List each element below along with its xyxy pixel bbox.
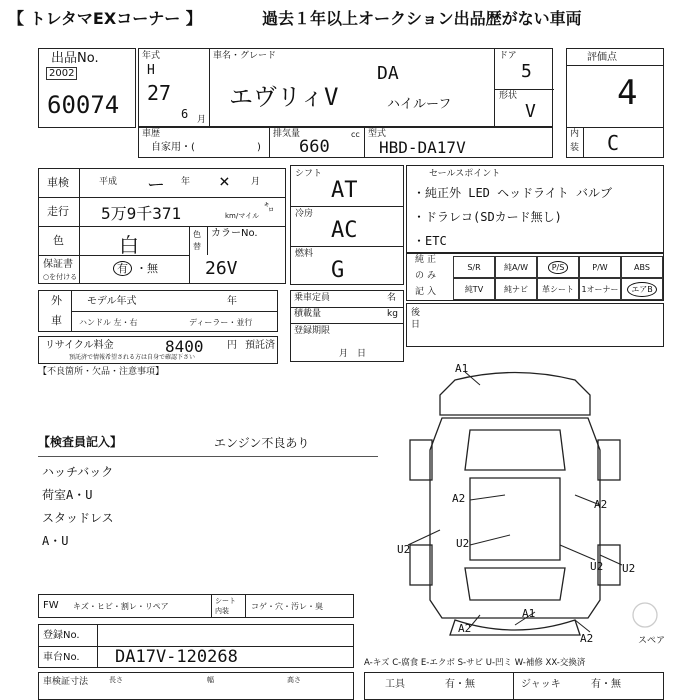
options-label-2: 正 <box>427 255 437 265</box>
option-cell <box>621 256 663 278</box>
inspection-year-unit: 年 <box>181 177 191 187</box>
options-label-5: 記 <box>415 287 425 297</box>
warranty-sep: ・ <box>136 262 147 275</box>
color-change-1: 色 <box>193 230 201 239</box>
banner-text: 過去１年以上オークション出品歴がない車両 <box>262 9 582 28</box>
model-label: 型式 <box>368 129 387 139</box>
grade: ハイルーフ <box>387 97 452 112</box>
year-value: 27 <box>147 81 172 105</box>
option-label: エアB <box>627 282 657 297</box>
defects-label: 【不良箇所・欠品・注意事項】 <box>38 367 165 377</box>
option-cell <box>453 256 495 278</box>
reg-no-label: 登録No. <box>43 630 80 641</box>
seat-text: コゲ・穴・汚レ・臭 <box>251 602 323 611</box>
car-body-outline <box>430 418 600 618</box>
name-label: 車名・グレード <box>213 51 277 61</box>
option-cell <box>495 278 537 300</box>
body-label: 形状 <box>499 91 518 101</box>
use-close: ) <box>257 142 261 153</box>
option-label: 1オーナー <box>581 284 619 294</box>
capacity-unit: 名 <box>387 293 397 303</box>
defect-note-4: A・U <box>42 534 69 548</box>
size-length: 長さ <box>109 676 123 684</box>
tools-row <box>364 672 664 700</box>
doors-value: 5 <box>521 61 532 82</box>
color-label: 色 <box>53 234 64 247</box>
cc-unit: cc <box>351 130 360 139</box>
capacity-label: 乗車定員 <box>294 293 331 303</box>
rear-label-2: 日 <box>411 320 421 330</box>
inspection-era: 平成 <box>99 177 118 187</box>
size-width: 幅 <box>207 676 214 684</box>
inspection-label: 車検 <box>47 176 69 189</box>
defect-note-2: 荷室A・U <box>42 488 93 502</box>
car-rear-glass <box>465 568 565 600</box>
option-cell <box>579 278 621 300</box>
car-front-outline <box>440 373 590 416</box>
inspection-year-mark: ー <box>147 175 165 196</box>
score-label: 評価点 <box>587 52 617 63</box>
options-label-1: 純 <box>415 255 425 265</box>
warranty-yes: 有 <box>113 261 132 276</box>
sales-line-2: ・ドラレコ(SDカード無し) <box>413 210 562 224</box>
shift-value: AT <box>331 178 358 203</box>
lot-number: 60074 <box>47 91 120 119</box>
color-change-2: 替 <box>193 242 201 251</box>
foreign-box <box>38 290 278 332</box>
rear-box <box>406 303 664 347</box>
damage-mark-5: U2 <box>456 537 470 550</box>
fw-text: キズ・ヒビ・割レ・リペア <box>73 602 169 611</box>
option-cell <box>537 256 579 278</box>
use-value: 自家用・( <box>151 142 195 153</box>
dealer: ディーラー・並行 <box>189 318 253 327</box>
drive-table <box>290 165 404 285</box>
corner-label: 【 トレタマEXコーナー 】 <box>8 9 202 28</box>
damage-mark-2: A2 <box>452 492 466 505</box>
year-label: 年式 <box>142 51 161 61</box>
mileage-unit: ㌔ <box>264 203 274 214</box>
model-year-label: モデル年式 <box>87 296 137 307</box>
damage-mark-7: U2 <box>622 562 636 575</box>
capacity-box <box>290 290 404 362</box>
recycle-value: 8400 <box>165 337 204 356</box>
use-label: 車歴 <box>142 129 161 139</box>
foreign-year-unit: 年 <box>227 296 237 307</box>
car-wheel-fl <box>410 440 432 480</box>
option-cell <box>579 256 621 278</box>
cc-value: 660 <box>299 137 330 157</box>
damage-legend: A-キズ C-腐食 E-エクボ S-サビ U-凹ミ W-補修 XX-交換済 <box>364 658 586 668</box>
inspector-note: エンジン不良あり <box>214 436 310 450</box>
mileage-value: 5万9千371 <box>101 204 182 223</box>
damage-mark-4: U2 <box>397 543 411 556</box>
score-box <box>566 48 664 158</box>
damage-mark-9: A2 <box>458 622 472 635</box>
ac-value: AC <box>331 218 358 243</box>
jack-label: ジャッキ <box>521 679 561 690</box>
car-wheel-fr <box>598 440 620 480</box>
spare-tire-icon <box>633 603 657 627</box>
damage-mark-3: A2 <box>594 498 608 511</box>
car-wheel-rl <box>410 545 432 585</box>
option-cell <box>537 278 579 300</box>
option-label: ABS <box>634 262 650 272</box>
options-label-6: 入 <box>427 287 437 297</box>
option-label: 純A/W <box>503 262 529 272</box>
spec-row <box>138 126 553 158</box>
tools-value: 有・無 <box>445 679 475 690</box>
lot-label: 出品No. <box>51 51 99 66</box>
recycle-unit: 円 <box>227 340 237 351</box>
body-value: V <box>525 101 536 122</box>
size-row <box>38 672 354 700</box>
size-height: 高さ <box>287 676 301 684</box>
damage-mark-6: U2 <box>590 560 604 573</box>
handle: ハンドル 左・右 <box>79 318 138 327</box>
recycle-note: 預託済で情報希望される方は自身で確認下さい <box>69 354 196 361</box>
recycle-status: 預託済 <box>245 340 275 351</box>
option-cell <box>453 278 495 300</box>
option-label: P/S <box>548 261 569 274</box>
interior-label-2: 装 <box>570 143 580 153</box>
damage-mark-10: A2 <box>580 632 594 645</box>
color-code-label: カラーNo. <box>211 228 258 239</box>
year-era: H <box>147 63 155 78</box>
fuel-value: G <box>331 258 345 283</box>
warranty-sub: ○を付ける <box>43 273 78 281</box>
tools-label: 工具 <box>385 679 405 690</box>
car-roof <box>470 478 560 560</box>
month-unit: 月 <box>197 115 207 125</box>
chassis-label: 車台No. <box>43 652 80 663</box>
option-label: S/R <box>467 262 481 272</box>
fw-row <box>38 594 354 618</box>
options-label-3: の <box>415 271 425 281</box>
option-label: 革シート <box>542 284 574 294</box>
year-month: 6 <box>181 107 189 121</box>
fuel-label: 燃料 <box>295 249 314 259</box>
lot-box <box>38 48 136 128</box>
warranty-label: 保証書 <box>43 259 73 270</box>
rear-label-1: 後 <box>411 308 421 318</box>
color-code: 26V <box>205 258 238 279</box>
recycle-box <box>38 336 278 364</box>
foreign-label-2: 車 <box>51 314 62 327</box>
sales-label: セールスポイント <box>429 169 501 179</box>
sales-points <box>406 165 664 253</box>
sales-line-3: ・ETC <box>413 234 447 248</box>
jack-value: 有・無 <box>591 679 621 690</box>
option-cell <box>621 278 663 300</box>
reg-limit-unit: 月 日 <box>339 349 367 359</box>
size-label: 車検証寸法 <box>43 677 89 687</box>
seat-label: シート <box>215 597 236 605</box>
warranty-no: 無 <box>147 262 158 275</box>
vehicle-name: エヴリィV <box>229 83 339 111</box>
option-cell <box>495 256 537 278</box>
grade-code: DA <box>377 63 399 84</box>
reg-limit-label: 登録期限 <box>294 326 331 336</box>
color-value: 白 <box>119 233 139 257</box>
cc-label: 排気量 <box>273 129 301 139</box>
detail-table <box>38 168 286 284</box>
car-windshield <box>465 430 565 470</box>
mileage-note: km/マイル <box>225 212 260 220</box>
foreign-label-1: 外 <box>51 294 62 307</box>
score-value: 4 <box>617 73 638 113</box>
damage-mark-8: A1 <box>522 607 536 620</box>
interior-value: C <box>607 131 620 155</box>
registration-box <box>38 624 354 668</box>
spare-label: スペア <box>638 636 666 646</box>
load-unit: kg <box>387 309 398 319</box>
header-bar <box>0 0 700 32</box>
options-box <box>406 253 664 301</box>
sales-line-1: ・純正外 LED ヘッドライト バルブ <box>413 186 612 200</box>
options-label-4: み <box>427 271 437 281</box>
load-label: 積載量 <box>294 309 322 319</box>
defect-note-3: スタッドレス <box>42 511 114 525</box>
damage-mark-1: A1 <box>455 362 469 375</box>
inspection-month-unit: 月 <box>251 177 261 187</box>
mileage-label: 走行 <box>47 205 69 218</box>
lot-stamp: 2002 <box>46 67 77 80</box>
option-label: P/W <box>592 262 608 272</box>
options-grid <box>453 256 663 300</box>
seat-sub: 内装 <box>215 607 229 615</box>
defect-note-1: ハッチバック <box>42 465 114 479</box>
vehicle-row <box>138 48 553 128</box>
interior-label-1: 内 <box>570 129 580 139</box>
shift-label: シフト <box>295 169 323 179</box>
inspector-label: 【検査員記入】 <box>38 435 123 449</box>
ac-label: 冷房 <box>295 209 314 219</box>
option-label: 純TV <box>464 284 484 294</box>
doors-label: ドア <box>499 51 517 61</box>
recycle-label: リサイクル料金 <box>45 340 114 351</box>
option-label: 純ナビ <box>504 284 528 294</box>
inspection-month-mark: × <box>219 171 230 192</box>
model-value: HBD-DA17V <box>379 138 466 157</box>
fw-label: FW <box>43 600 59 611</box>
chassis-value: DA17V-120268 <box>115 647 238 667</box>
